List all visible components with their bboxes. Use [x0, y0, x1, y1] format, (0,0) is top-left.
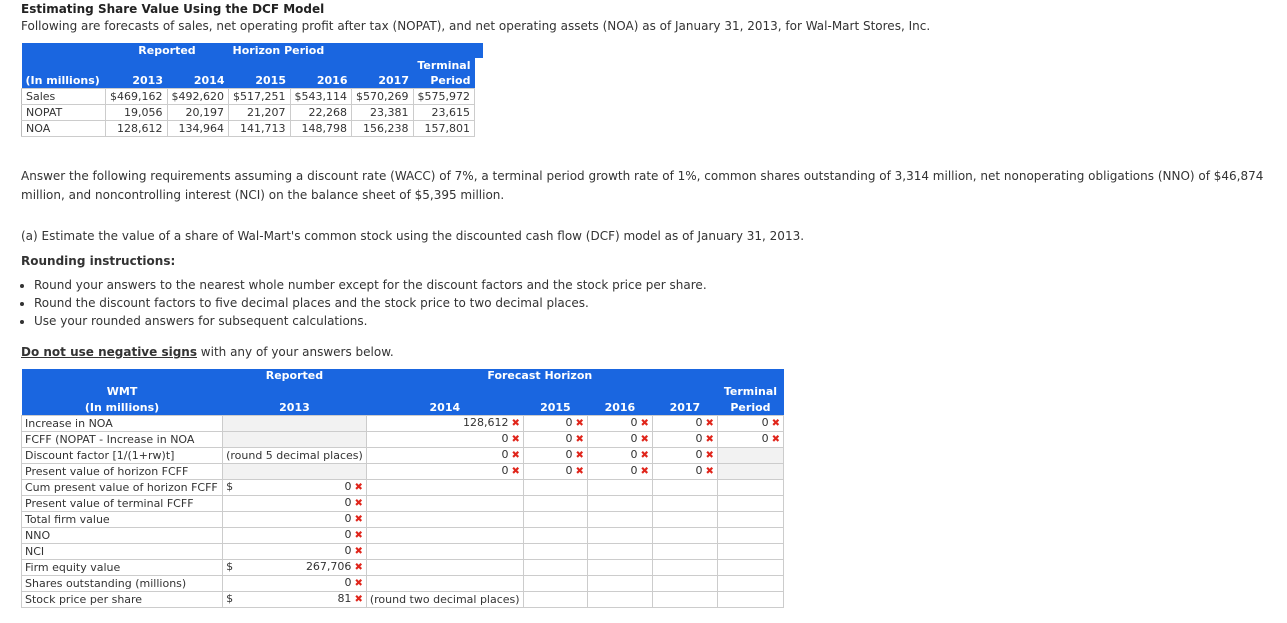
wrong-mark-icon: ✖: [354, 498, 363, 509]
inc-noa-2015-input[interactable]: 0 ✖: [523, 416, 587, 432]
wrong-mark-icon: ✖: [771, 434, 780, 445]
table-row: Firm equity value $ 267,706 ✖: [22, 560, 784, 576]
inc-noa-2017-input[interactable]: 0 ✖: [652, 416, 717, 432]
dcf-year-row: (In millions) 2013 2014 2015 2016 2017 Period: [22, 401, 784, 416]
nci-input[interactable]: 0 ✖: [223, 544, 367, 560]
wrong-mark-icon: ✖: [640, 450, 649, 461]
table-row: NNO 0 ✖: [22, 528, 784, 544]
wrong-mark-icon: ✖: [511, 434, 520, 445]
wrong-mark-icon: ✖: [354, 482, 363, 493]
equity-input[interactable]: $ 267,706 ✖: [223, 560, 367, 576]
year-2015: 2015: [229, 73, 291, 89]
table-row: Shares outstanding (millions) 0 ✖: [22, 576, 784, 592]
shares-input[interactable]: 0 ✖: [223, 576, 367, 592]
wrong-mark-icon: ✖: [640, 466, 649, 477]
table-row: Present value of terminal FCFF 0 ✖: [22, 496, 784, 512]
fcff-terminal-input[interactable]: 0 ✖: [717, 432, 783, 448]
wrong-mark-icon: ✖: [771, 418, 780, 429]
wrong-mark-icon: ✖: [511, 418, 520, 429]
inc-noa-terminal-input[interactable]: 0 ✖: [717, 416, 783, 432]
table-row: Increase in NOA 128,612 ✖ 0 ✖ 0 ✖ 0 ✖ 0 ✖: [22, 416, 784, 432]
dcf-reported-header: Reported: [223, 369, 367, 383]
terminal-header-2: Period: [413, 73, 475, 89]
year-2016: 2016: [290, 73, 352, 89]
negative-sign-bold: Do not use negative signs: [21, 345, 197, 359]
price-hint: (round two decimal places): [366, 592, 523, 608]
wrong-mark-icon: ✖: [354, 514, 363, 525]
table-row: NOPAT 19,056 20,197 21,207 22,268 23,381 23,615: [22, 105, 483, 121]
wrong-mark-icon: ✖: [640, 418, 649, 429]
rounding-list: [12, 276, 707, 330]
table-row: Present value of horizon FCFF 0 ✖ 0 ✖ 0 ✖ 0 ✖: [22, 464, 784, 480]
wrong-mark-icon: ✖: [354, 530, 363, 541]
assumptions-text: Answer the following requirements assuming a discount rate (WACC) of 7%, a terminal period growth rate of 1%, common shares outstanding of 3,314 million, net nonoperating obligations (NNO) of $46,874 million, and noncontrolling interest (NCI) on the balance sheet of $5,395 million.: [21, 169, 1264, 202]
fcff-2014-input[interactable]: 0 ✖: [366, 432, 523, 448]
year-2014: 2014: [167, 73, 229, 89]
forecast-table: [21, 43, 483, 137]
table-row: NCI 0 ✖: [22, 544, 784, 560]
inc-noa-2014-input[interactable]: 128,612 ✖: [366, 416, 523, 432]
company-label: WMT: [22, 383, 223, 401]
wrong-mark-icon: ✖: [354, 578, 363, 589]
reported-header: Reported: [106, 43, 229, 58]
wrong-mark-icon: ✖: [511, 466, 520, 477]
disc-2014-input[interactable]: 0 ✖: [366, 448, 523, 464]
dcf-terminal-1: Terminal: [717, 383, 783, 401]
list-item: • Use your rounded answers for subsequent calculations.: [34, 312, 707, 330]
pv-terminal-input[interactable]: 0 ✖: [223, 496, 367, 512]
table-row: FCFF (NOPAT - Increase in NOA 0 ✖ 0 ✖ 0 ✖ 0 ✖ 0 ✖: [22, 432, 784, 448]
disc-2015-input[interactable]: 0 ✖: [523, 448, 587, 464]
dcf-unit-label: (In millions): [22, 401, 223, 416]
row-label-nopat: NOPAT: [22, 105, 106, 121]
year-2013: 2013: [106, 73, 168, 89]
discount-hint: (round 5 decimal places): [223, 448, 367, 464]
page-title: Estimating Share Value Using the DCF Model: [21, 2, 325, 16]
cum-pv-input[interactable]: $ 0 ✖: [223, 480, 367, 496]
table-row: Sales $469,162 $492,620 $517,251 $543,114 $570,269 $575,972: [22, 89, 483, 105]
row-label-noa: NOA: [22, 121, 106, 137]
disc-2017-input[interactable]: 0 ✖: [652, 448, 717, 464]
wrong-mark-icon: ✖: [575, 434, 584, 445]
list-item: • Round your answers to the nearest whole number except for the discount factors and the stock price per share.: [34, 276, 707, 294]
wrong-mark-icon: ✖: [354, 594, 363, 605]
table-row: Total firm value 0 ✖: [22, 512, 784, 528]
wrong-mark-icon: ✖: [640, 434, 649, 445]
horizon-header: Horizon Period: [229, 43, 414, 58]
year-row: [22, 73, 483, 89]
nno-input[interactable]: 0 ✖: [223, 528, 367, 544]
forecast-header-row: [22, 43, 483, 58]
table-row: NOA 128,612 134,964 141,713 148,798 156,238 157,801: [22, 121, 483, 137]
year-2017: 2017: [352, 73, 414, 89]
wrong-mark-icon: ✖: [705, 418, 714, 429]
disc-2016-input[interactable]: 0 ✖: [587, 448, 652, 464]
fcff-2016-input[interactable]: 0 ✖: [587, 432, 652, 448]
wrong-mark-icon: ✖: [705, 466, 714, 477]
terminal-header-1: Terminal: [413, 58, 475, 73]
table-row: Discount factor [1/(1+rw)t] (round 5 decimal places) 0 ✖ 0 ✖ 0 ✖ 0 ✖: [22, 448, 784, 464]
pv-2016-input[interactable]: 0 ✖: [587, 464, 652, 480]
fcff-2017-input[interactable]: 0 ✖: [652, 432, 717, 448]
dcf-table: [21, 369, 784, 608]
wrong-mark-icon: ✖: [575, 466, 584, 477]
table-row: Stock price per share $ 81 ✖ (round two decimal places): [22, 592, 784, 608]
list-item: • Round the discount factors to five decimal places and the stock price to two decimal places.: [34, 294, 707, 312]
wrong-mark-icon: ✖: [705, 434, 714, 445]
total-firm-input[interactable]: 0 ✖: [223, 512, 367, 528]
dcf-header-row-1: [22, 369, 784, 383]
price-input[interactable]: $ 81 ✖: [223, 592, 367, 608]
rounding-title: Rounding instructions:: [21, 254, 176, 268]
unit-label: (In millions): [22, 73, 106, 89]
wrong-mark-icon: ✖: [354, 546, 363, 557]
pv-2015-input[interactable]: 0 ✖: [523, 464, 587, 480]
wrong-mark-icon: ✖: [575, 418, 584, 429]
wrong-mark-icon: ✖: [511, 450, 520, 461]
wrong-mark-icon: ✖: [705, 450, 714, 461]
inc-noa-2016-input[interactable]: 0 ✖: [587, 416, 652, 432]
wrong-mark-icon: ✖: [575, 450, 584, 461]
table-row: Cum present value of horizon FCFF $ 0 ✖: [22, 480, 784, 496]
dcf-forecast-header: Forecast Horizon: [523, 369, 652, 383]
pv-2014-input[interactable]: 0 ✖: [366, 464, 523, 480]
fcff-2015-input[interactable]: 0 ✖: [523, 432, 587, 448]
requirement-a: (a) Estimate the value of a share of Wal-Mart's common stock using the discounted cash flow (DCF) model as of January 31, 2013.: [21, 229, 805, 243]
wrong-mark-icon: ✖: [354, 562, 363, 573]
negative-sign-note: Do not use negative signs with any of your answers below.: [21, 345, 394, 359]
pv-2017-input[interactable]: 0 ✖: [652, 464, 717, 480]
intro-text: Following are forecasts of sales, net operating profit after tax (NOPAT), and net operating assets (NOA) as of January 31, 2013, for Wal-Mart Stores, Inc.: [21, 19, 931, 33]
row-label-sales: Sales: [22, 89, 106, 105]
